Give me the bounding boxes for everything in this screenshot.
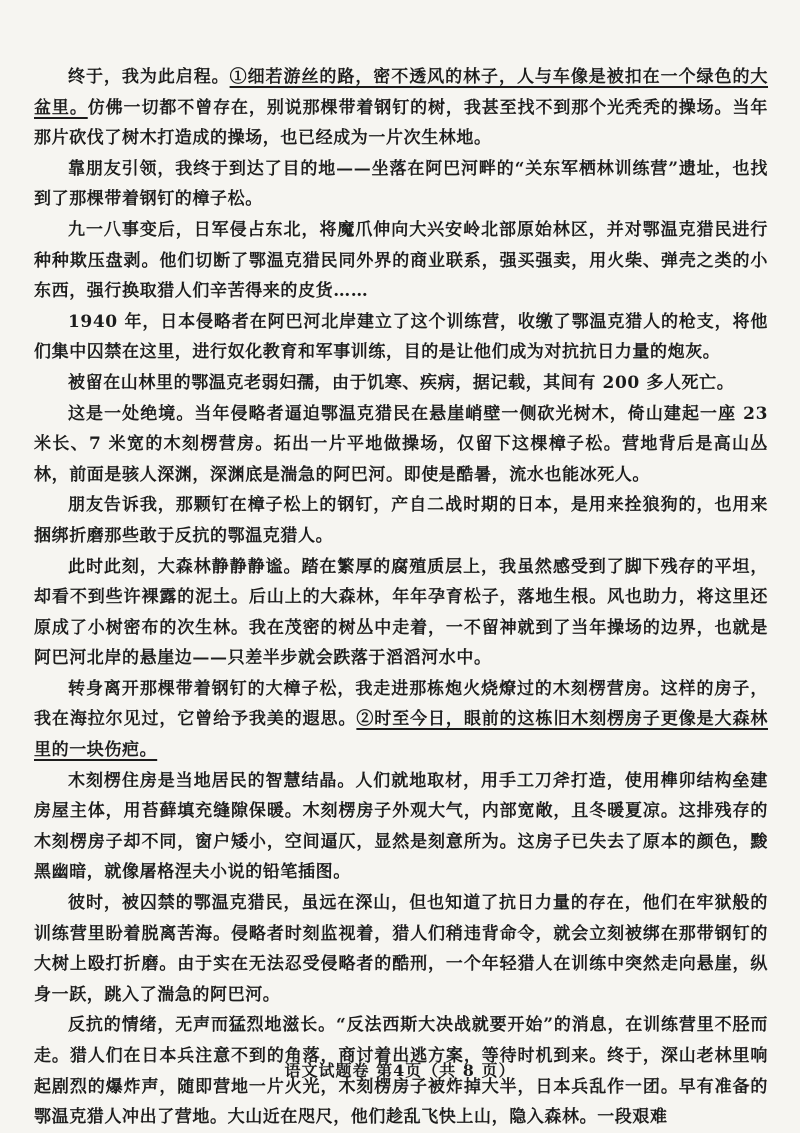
paragraph-text: 木刻楞住房是当地居民的智慧结晶。人们就地取材，用手工刀斧打造，使用榫卯结构垒建房屋主体，用苔藓填充缝隙保暖。木刻楞房子外观大气，内部宽敞，且冬暖夏凉。这排残存的木刻楞房子却不同，窗户矮小，空间逼仄，显然是刻意所为。这房子已失去了原本的颜色，黢黑幽暗，就像屠格涅夫小说的铅笔插图。	[34, 770, 768, 883]
paragraph	[34, 154, 768, 215]
paragraph-text: 仿佛一切都不曾存在，别说那棵带着钢钉的树，我甚至找不到那个光秃秃的操场。当年那片砍伐了树木打造成的操场，也已经成为一片次生林地。	[34, 97, 768, 149]
paragraph-text: 被留在山林里的鄂温克老弱妇孺，由于饥寒、疾病，据记载，其间有 200 多人死亡。	[68, 372, 735, 393]
article-body	[34, 62, 768, 1133]
paragraph-text: 靠朋友引领，我终于到达了目的地——坐落在阿巴河畔的“关东军栖林训练营”遗址，也找到了那棵带着钢钉的樟子松。	[34, 158, 768, 210]
page-footer: 语文试题卷 第4页（共 8 页）	[284, 1061, 516, 1080]
paragraph-text: 反抗的情绪，无声而猛烈地滋长。“反法西斯大决战就要开始”的消息，在训练营里不胫而走。猎人们在日本兵注意不到的角落，商讨着出逃方案，等待时机到来。终于，深山老林里响起剧烈的爆炸声，随即营地一片火光，木刻楞房子被炸掉大半，日本兵乱作一团。早有准备的鄂温克猎人冲出了营地。大山近在咫尺，他们趁乱飞快上山，隐入森林。一段艰难	[34, 1015, 768, 1128]
paragraph-text: 朋友告诉我，那颗钉在樟子松上的钢钉，产自二战时期的日本，是用来拴狼狗的，也用来捆绑折磨那些敢于反抗的鄂温克猎人。	[34, 495, 768, 546]
paragraph	[34, 766, 768, 888]
paragraph-text: 转身离开那棵带着钢钉的大樟子松，我走进那栋炮火烧燎过的木刻楞营房。这样的房子，我在海拉尔见过，它曾给予我美的遐思。	[34, 678, 768, 730]
underlined-sentence: ①细若游丝的路，密不透风的林子，人与车像是被扣在一个绿色的大盆里。	[34, 67, 768, 118]
paragraph	[34, 888, 768, 1010]
underlined-sentence: ②时至今日，眼前的这栋旧木刻楞房子更像是大森林里的一块伤疤。	[34, 709, 768, 761]
paragraph-text: 这是一处绝境。当年侵略者逼迫鄂温克猎民在悬崖峭壁一侧砍光树木，倚山建起一座 23 米长、7 米宽的木刻楞营房。拓出一片平地做操场，仅留下这棵樟子松。营地背后是高山丛林，前面是骇人深渊，深渊底是湍急的阿巴河。即使是酷暑，流水也能冰死人。	[34, 403, 768, 485]
paragraph	[34, 307, 768, 368]
paragraph	[34, 674, 768, 766]
paragraph-text: 九一八事变后，日军侵占东北，将魔爪伸向大兴安岭北部原始林区，并对鄂温克猎民进行种种欺压盘剥。他们切断了鄂温克猎民同外界的商业联系，强买强卖，用火柴、弹壳之类的小东西，强行换取猎人们辛苦得来的皮货……	[34, 219, 768, 302]
paragraph	[34, 368, 768, 399]
paragraph	[34, 399, 768, 491]
paragraph	[34, 62, 768, 154]
paragraph	[34, 552, 768, 674]
paragraph	[34, 490, 768, 551]
paragraph-text: 此时此刻，大森林静静静谧。踏在繁厚的腐殖质层上，我虽然感受到了脚下残存的平坦，却看不到些许裸露的泥土。后山上的大森林，年年孕育松子，落地生根。风也助力，将这里还原成了小树密布的次生林。我在茂密的树丛中走着，一不留神就到了当年操场的边界，也就是阿巴河北岸的悬崖边——只差半步就会跌落于滔滔河水中。	[34, 556, 768, 669]
paragraph-text: 1940 年，日本侵略者在阿巴河北岸建立了这个训练营，收缴了鄂温克猎人的枪支，将他们集中囚禁在这里，进行奴化教育和军事训练，目的是让他们成为对抗抗日力量的炮灰。	[34, 311, 768, 363]
paragraph-text: 终于，我为此启程。	[68, 67, 230, 87]
paragraph-text: 彼时，被囚禁的鄂温克猎民，虽远在深山，但也知道了抗日力量的存在，他们在牢狱般的训练营里盼着脱离苦海。侵略者时刻监视着，猎人们稍违背命令，就会立刻被绑在那带钢钉的大树上殴打折磨。由于实在无法忍受侵略者的酷刑，一个年轻猎人在训练中突然走向悬崖，纵身一跃，跳入了湍急的阿巴河。	[34, 893, 768, 1005]
paragraph	[34, 215, 768, 307]
